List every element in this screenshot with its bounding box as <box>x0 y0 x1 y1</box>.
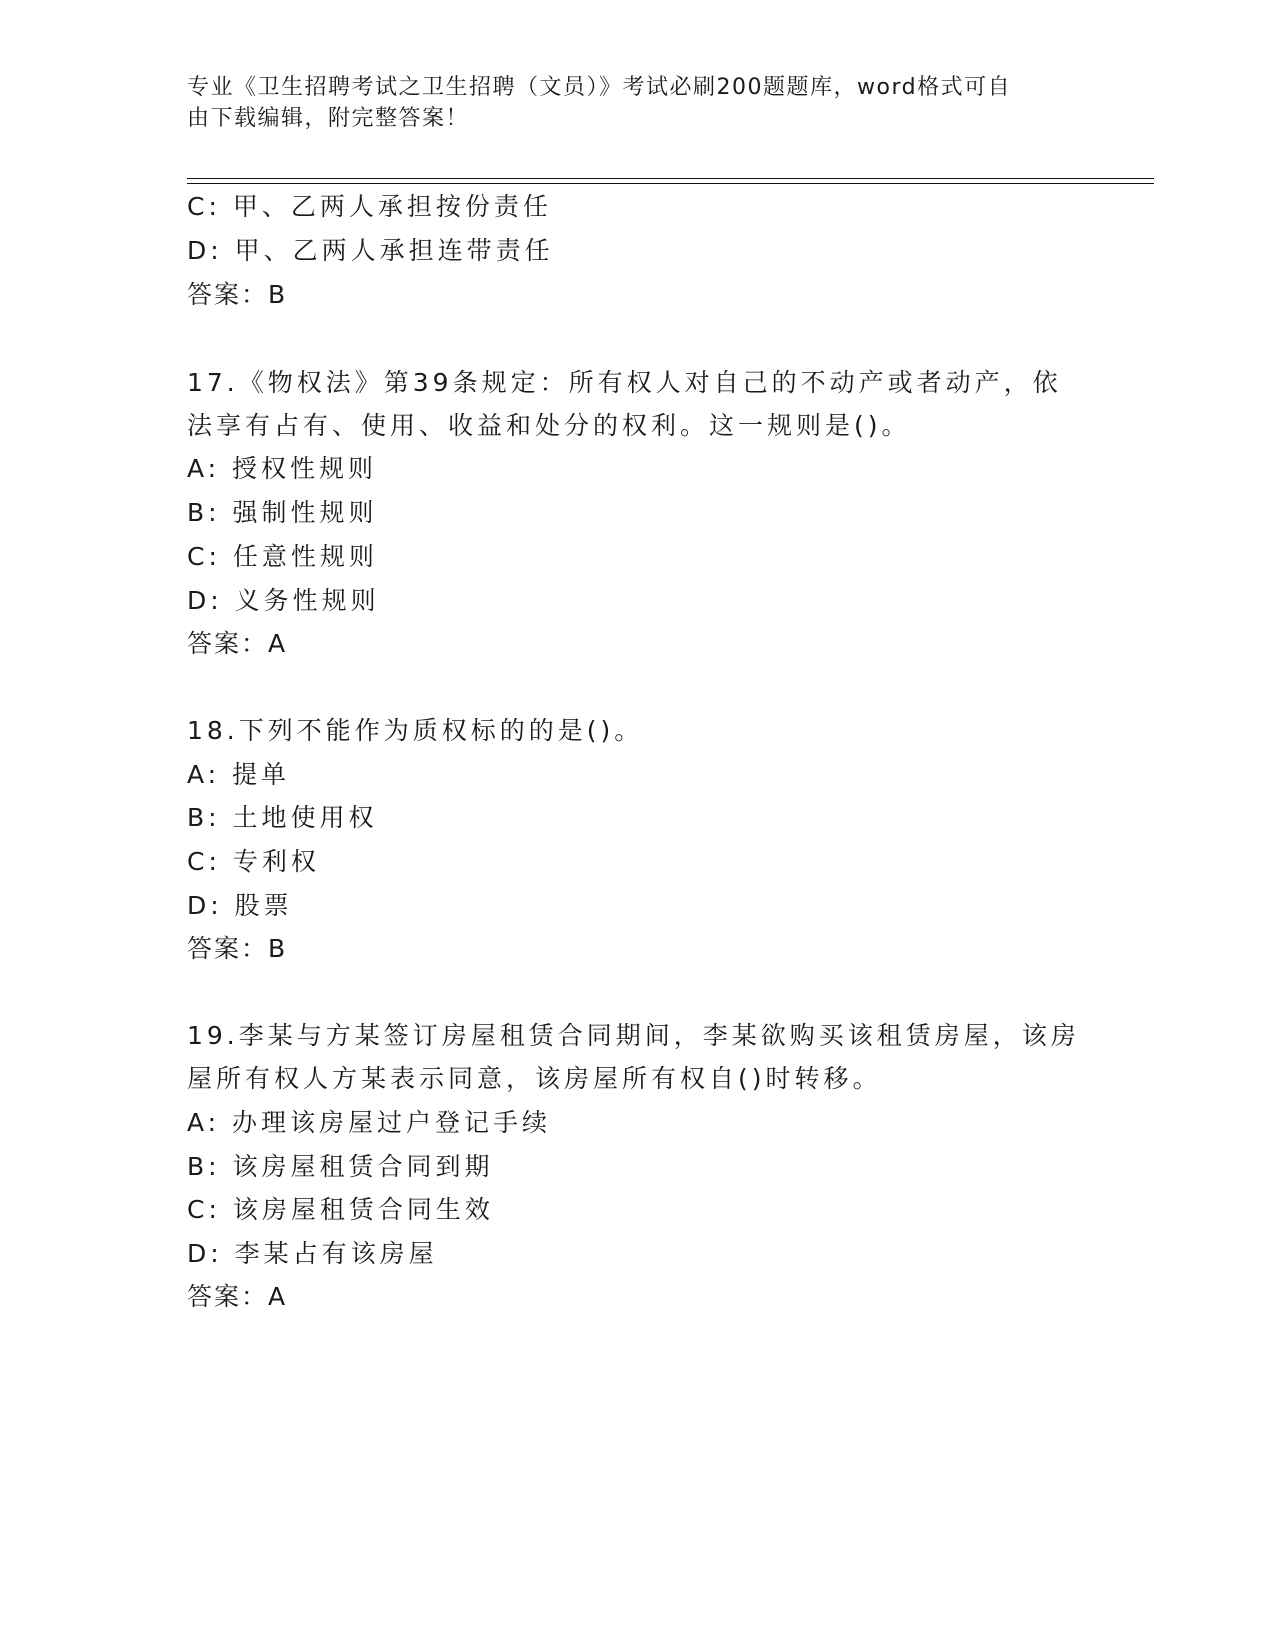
q19-stem-line-2: 屋所有权人方某表示同意，该房屋所有权自()时转移。 <box>187 1064 882 1093</box>
prev-option-c: C: 甲、乙两人承担按份责任 <box>187 192 552 221</box>
header-line-2: 由下载编辑，附完整答案！ <box>187 106 470 131</box>
q18-stem-line-1: 18.下列不能作为质权标的的是()。 <box>187 716 644 745</box>
q18-option-d: D: 股票 <box>187 891 293 920</box>
q19-stem-line-1: 19.李某与方某签订房屋租赁合同期间，李某欲购买该租赁房屋，该房 <box>187 1021 1080 1050</box>
q19-option-b: B: 该房屋租赁合同到期 <box>187 1152 494 1181</box>
q18-option-b: B: 土地使用权 <box>187 803 378 832</box>
document-header <box>187 72 1067 134</box>
q18-option-c: C: 专利权 <box>187 847 320 876</box>
header-divider-top <box>187 178 1154 179</box>
q18-answer: 答案：B <box>187 934 288 963</box>
q17-stem-line-2: 法享有占有、使用、收益和处分的权利。这一规则是()。 <box>187 411 911 440</box>
q17-option-a: A: 授权性规则 <box>187 454 378 483</box>
q19-option-a: A: 办理该房屋过户登记手续 <box>187 1108 552 1137</box>
q19-option-d: D: 李某占有该房屋 <box>187 1239 438 1268</box>
q19-answer: 答案：A <box>187 1282 288 1311</box>
q17-option-d: D: 义务性规则 <box>187 586 380 615</box>
q17-stem-line-1: 17.《物权法》第39条规定：所有权人对自己的不动产或者动产，依 <box>187 368 1062 397</box>
header-line-1: 专业《卫生招聘考试之卫生招聘（文员）》考试必刷200题题库，word格式可自 <box>187 75 1012 100</box>
q17-option-b: B: 强制性规则 <box>187 498 378 527</box>
q19-option-c: C: 该房屋租赁合同生效 <box>187 1195 494 1224</box>
q17-option-c: C: 任意性规则 <box>187 542 378 571</box>
prev-answer: 答案：B <box>187 280 288 309</box>
prev-option-d: D: 甲、乙两人承担连带责任 <box>187 236 554 265</box>
q18-option-a: A: 提单 <box>187 760 291 789</box>
q17-answer: 答案：A <box>187 629 288 658</box>
header-divider-bottom <box>187 183 1154 184</box>
